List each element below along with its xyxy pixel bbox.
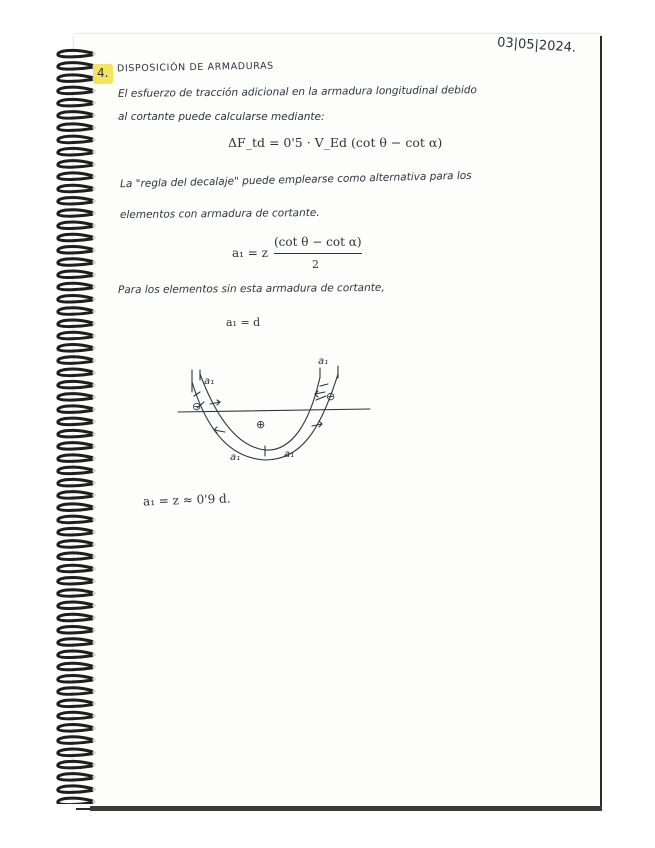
punch-hole: [92, 690, 95, 693]
punch-hole: [92, 494, 95, 497]
punch-hole: [92, 763, 95, 766]
sign-positive-center: ⊕: [256, 418, 266, 431]
heading-title: DISPOSICIÓN DE ARMADURAS: [116, 60, 274, 75]
spiral-coil: [58, 700, 92, 707]
punch-hole: [92, 310, 95, 313]
punch-hole: [92, 678, 95, 681]
punch-hole: [92, 114, 95, 117]
spiral-coil: [58, 185, 92, 192]
punch-hole: [92, 347, 95, 350]
label-a1-top-right: a₁: [318, 356, 329, 367]
spiral-coil: [58, 271, 92, 278]
spiral-coil: [58, 639, 92, 646]
punch-hole: [92, 653, 95, 656]
spiral-coil: [58, 627, 92, 634]
spiral-coil: [58, 479, 92, 486]
sign-negative-right: ⊖: [326, 390, 336, 403]
punch-hole: [92, 751, 95, 754]
punch-hole: [92, 604, 95, 607]
spiral-coil: [58, 541, 92, 548]
punch-hole: [92, 776, 95, 779]
punch-hole: [92, 702, 95, 705]
label-a1-bottom-right: a₁: [284, 449, 295, 460]
spiral-coil: [58, 222, 92, 229]
punch-hole: [92, 592, 95, 595]
page-stack-edge: [90, 806, 602, 811]
formula-tension-force: ΔF_td = 0'5 · V_Ed (cot θ − cot α): [228, 135, 443, 150]
formula-shift-denominator: 2: [312, 258, 319, 271]
label-a1-top-left: a₁: [204, 376, 215, 387]
punch-hole: [92, 616, 95, 619]
punch-hole: [92, 714, 95, 717]
punch-hole: [92, 285, 95, 288]
spiral-coil: [58, 614, 92, 621]
spiral-coil: [58, 381, 92, 388]
spiral-coil: [58, 663, 92, 670]
punch-hole: [92, 432, 95, 435]
spiral-coil: [58, 357, 92, 364]
paragraph1-line1: El esfuerzo de tracción adicional en la armadura longitudinal debido: [117, 84, 478, 100]
spiral-coil: [58, 712, 92, 719]
punch-hole: [92, 727, 95, 730]
punch-hole: [92, 150, 95, 153]
punch-hole: [92, 383, 95, 386]
punch-hole: [92, 396, 95, 399]
punch-hole: [92, 212, 95, 215]
spiral-coil: [58, 516, 92, 523]
spiral-coil: [58, 148, 92, 155]
spiral-coil: [58, 173, 92, 180]
punch-hole: [92, 408, 95, 411]
punch-hole: [92, 629, 95, 632]
shift-rule-diagram: [170, 352, 380, 467]
punch-hole: [92, 641, 95, 644]
punch-hole: [92, 788, 95, 791]
punch-hole: [92, 543, 95, 546]
spiral-coil: [58, 247, 92, 254]
punch-hole: [92, 800, 95, 803]
spiral-coil: [58, 737, 92, 744]
punch-hole: [92, 334, 95, 337]
spiral-coil: [58, 688, 92, 695]
punch-hole: [92, 322, 95, 325]
date: 03|05|2024.: [496, 35, 577, 56]
punch-hole: [92, 481, 95, 484]
spiral-coil: [58, 197, 92, 204]
spiral-coil: [58, 320, 92, 327]
spiral-coil: [58, 63, 92, 70]
spiral-coil: [58, 283, 92, 290]
punch-hole: [92, 175, 95, 178]
formula-shift-approximation: a₁ = z ≈ 0'9 d.: [142, 491, 231, 509]
spiral-coil: [58, 430, 92, 437]
punch-hole: [92, 518, 95, 521]
spiral-coil: [58, 394, 92, 401]
spiral-coil: [58, 99, 92, 106]
punch-hole: [92, 163, 95, 166]
spiral-coil: [58, 651, 92, 658]
spiral-coil: [58, 774, 92, 781]
sign-negative-left: ⊖: [192, 400, 202, 413]
spiral-coil: [58, 418, 92, 425]
spiral-coil: [58, 455, 92, 462]
punch-hole: [92, 199, 95, 202]
punch-hole: [92, 101, 95, 104]
punch-hole: [92, 665, 95, 668]
spiral-coil: [58, 492, 92, 499]
spiral-coil: [58, 112, 92, 119]
punch-hole: [92, 739, 95, 742]
paragraph3: Para los elementos sin esta armadura de cortante,: [117, 281, 385, 297]
moment-diagram-sketch: [170, 352, 380, 467]
punch-hole: [92, 273, 95, 276]
punch-hole: [92, 126, 95, 129]
paragraph2-line1: La "regla del decalaje" puede emplearse como alternativa para los: [119, 169, 472, 191]
spiral-coil: [58, 577, 92, 584]
spiral-coil: [58, 504, 92, 511]
punch-hole: [92, 138, 95, 141]
punch-hole: [92, 359, 95, 362]
punch-hole: [92, 89, 95, 92]
spiral-coil: [58, 296, 92, 303]
spiral-coil: [58, 676, 92, 683]
punch-hole: [92, 469, 95, 472]
spiral-coil: [58, 528, 92, 535]
spiral-binding: [52, 44, 100, 804]
spiral-coil: [58, 725, 92, 732]
punch-hole: [92, 445, 95, 448]
punch-hole: [92, 371, 95, 374]
spiral-coil: [58, 136, 92, 143]
spiral-coil: [58, 565, 92, 572]
punch-hole: [92, 506, 95, 509]
punch-hole: [92, 261, 95, 264]
spiral-coil: [58, 332, 92, 339]
spiral-coil: [58, 50, 92, 57]
spiral-coil: [58, 308, 92, 315]
spiral-coil: [58, 87, 92, 94]
spiral-coil: [58, 443, 92, 450]
spiral-coil: [58, 161, 92, 168]
punch-hole: [92, 298, 95, 301]
punch-hole: [92, 530, 95, 533]
spiral-coil: [58, 345, 92, 352]
spiral-coil: [58, 234, 92, 241]
label-a1-bottom-left: a₁: [230, 452, 241, 463]
punch-hole: [92, 224, 95, 227]
spiral-coil: [58, 75, 92, 82]
spiral-coil: [58, 259, 92, 266]
spiral-coil: [58, 798, 92, 804]
punch-hole: [92, 187, 95, 190]
punch-hole: [92, 579, 95, 582]
paragraph2-line2: elementos con armadura de cortante.: [119, 206, 320, 222]
spiral-coil: [58, 124, 92, 131]
spiral-coil: [58, 590, 92, 597]
heading-number: 4.: [97, 66, 109, 80]
formula-shift-no-reinforcement: a₁ = d: [226, 316, 261, 329]
spiral-coil: [58, 553, 92, 560]
punch-hole: [92, 457, 95, 460]
punch-hole: [92, 52, 95, 55]
formula-shift-lhs: a₁ = z: [232, 246, 268, 260]
fraction-bar: [274, 253, 362, 254]
spiral-coil: [58, 602, 92, 609]
punch-hole: [92, 236, 95, 239]
punch-hole: [92, 567, 95, 570]
spiral-coil: [58, 467, 92, 474]
spiral-coil: [58, 786, 92, 793]
punch-hole: [92, 555, 95, 558]
paragraph1-line2: al cortante puede calcularse mediante:: [118, 111, 325, 123]
punch-hole: [92, 249, 95, 252]
punch-hole: [92, 420, 95, 423]
spiral-coil: [58, 749, 92, 756]
spiral-coil: [58, 406, 92, 413]
spiral-coil: [58, 761, 92, 768]
formula-shift-numerator: (cot θ − cot α): [274, 235, 362, 249]
spiral-coil: [58, 210, 92, 217]
spiral-coil: [58, 369, 92, 376]
